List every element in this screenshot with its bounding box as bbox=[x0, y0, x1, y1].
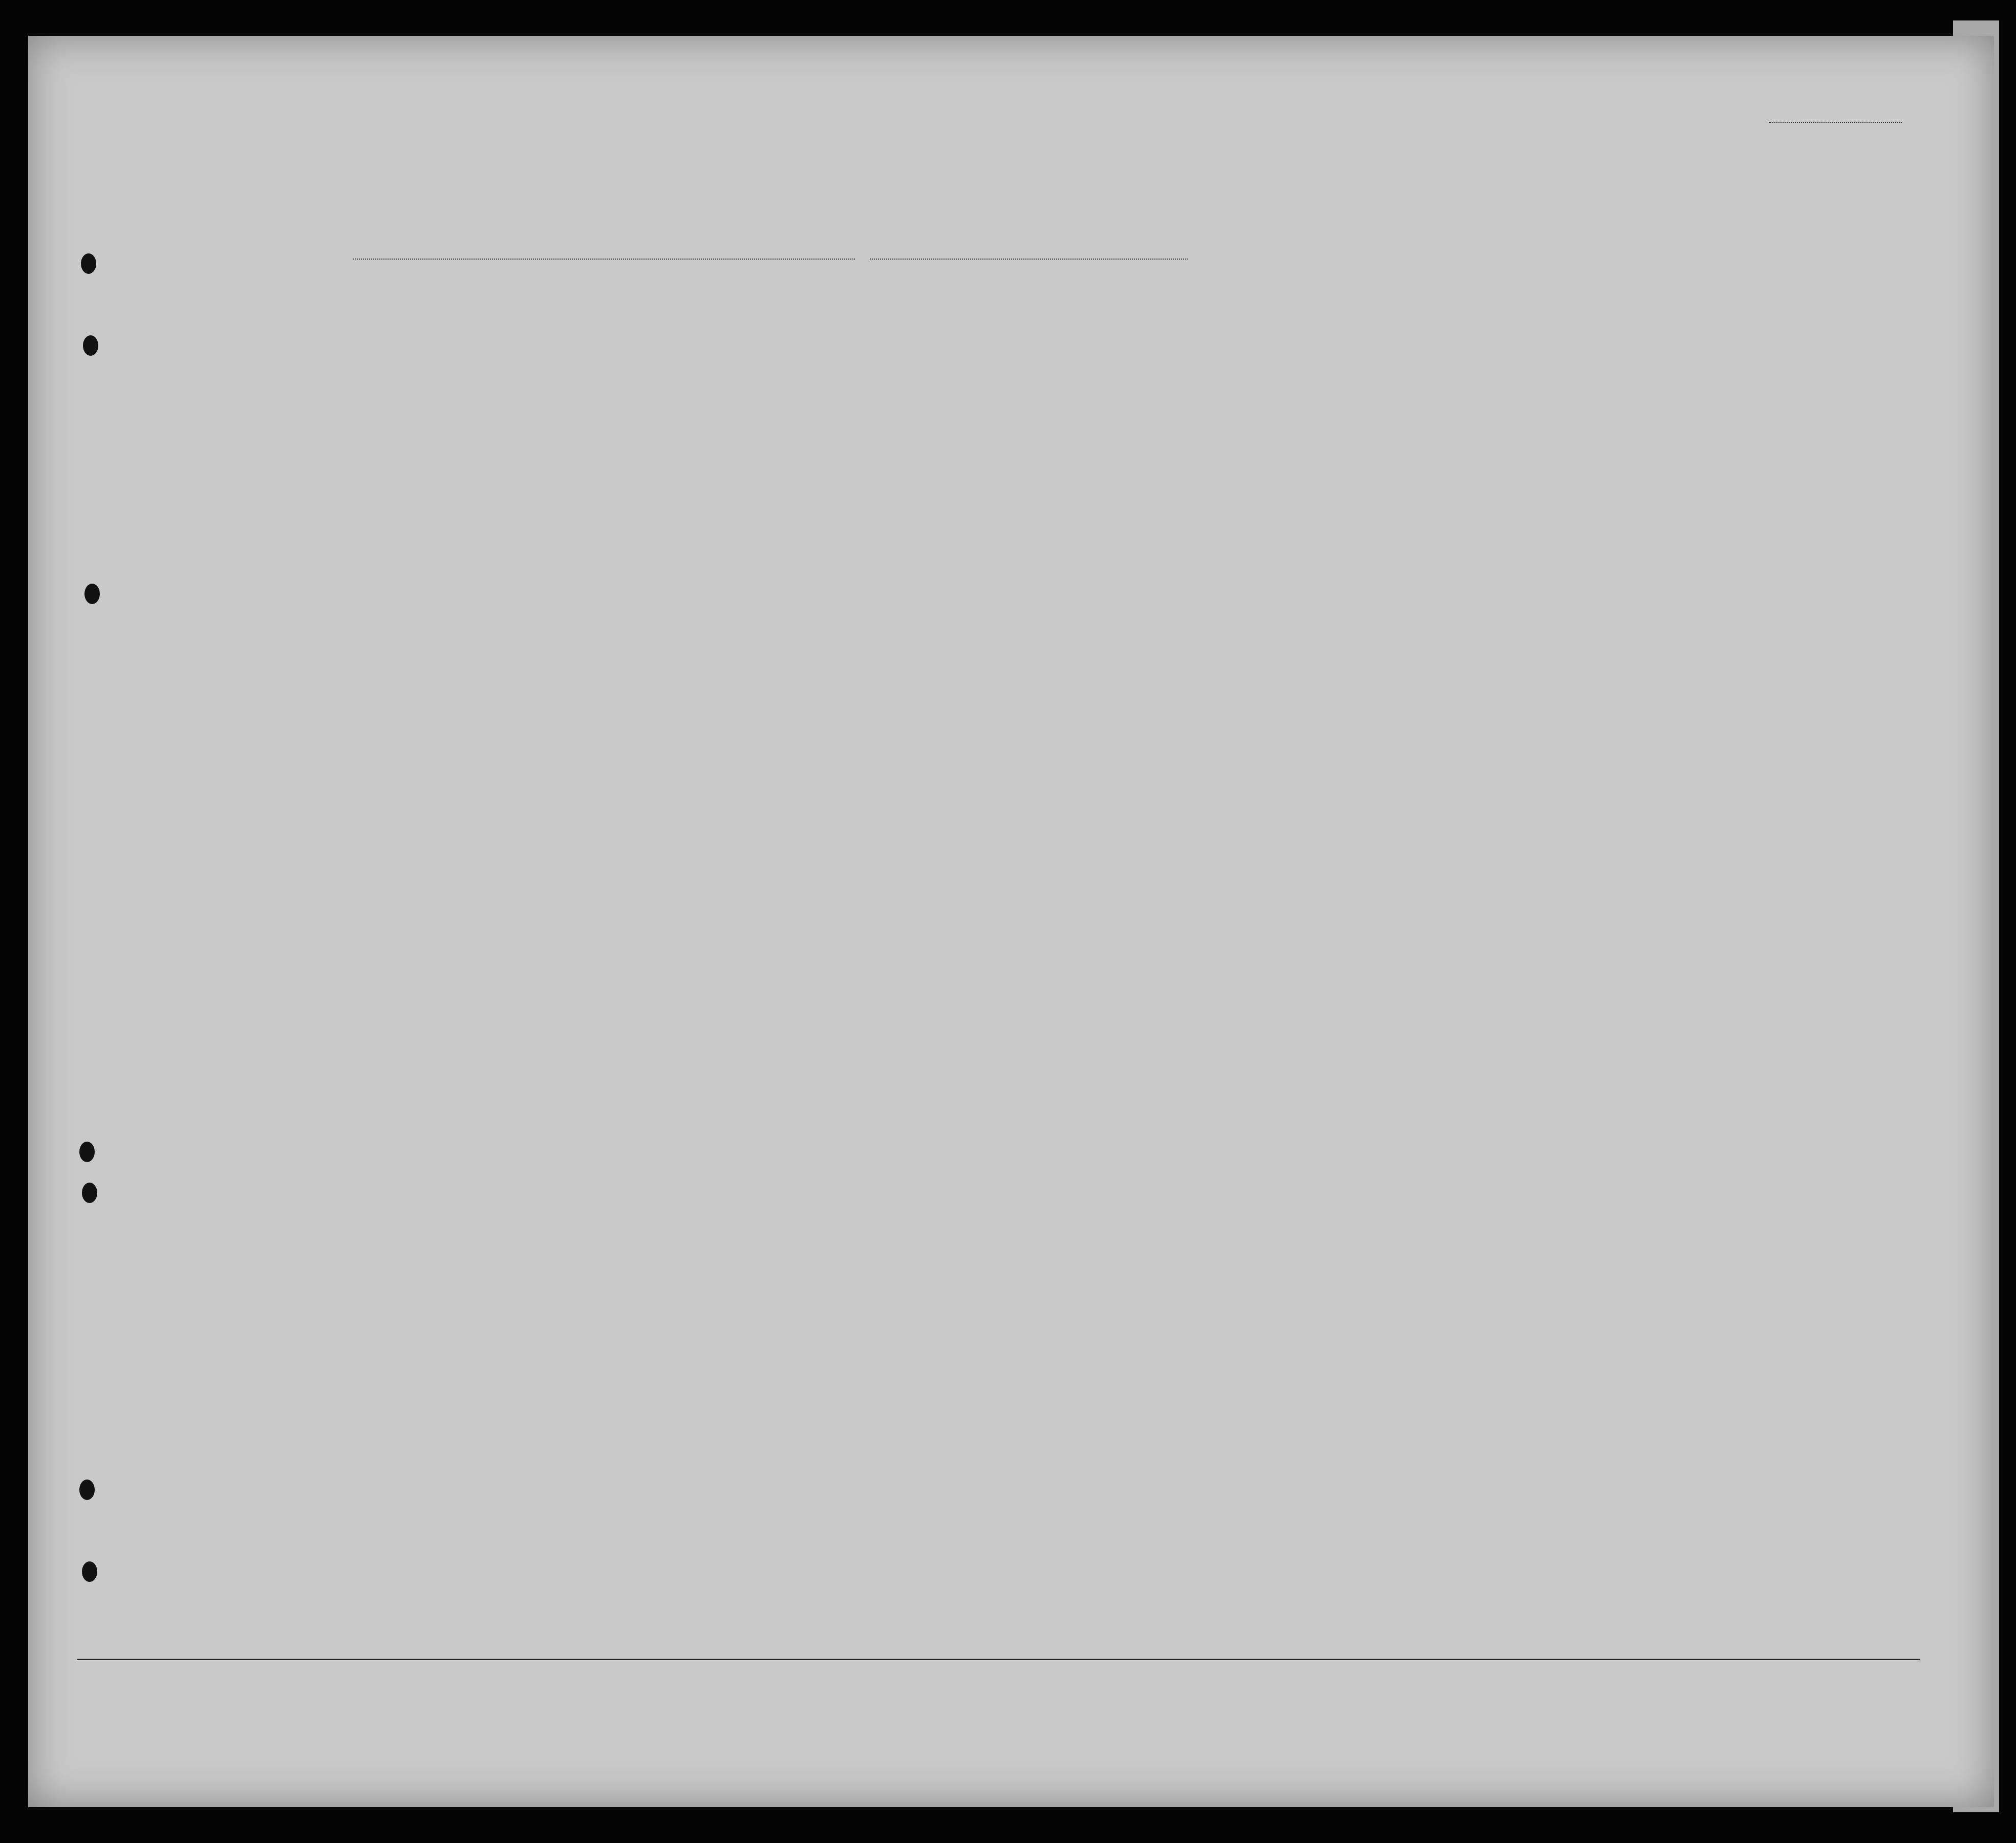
footer-rule bbox=[77, 1659, 1920, 1660]
